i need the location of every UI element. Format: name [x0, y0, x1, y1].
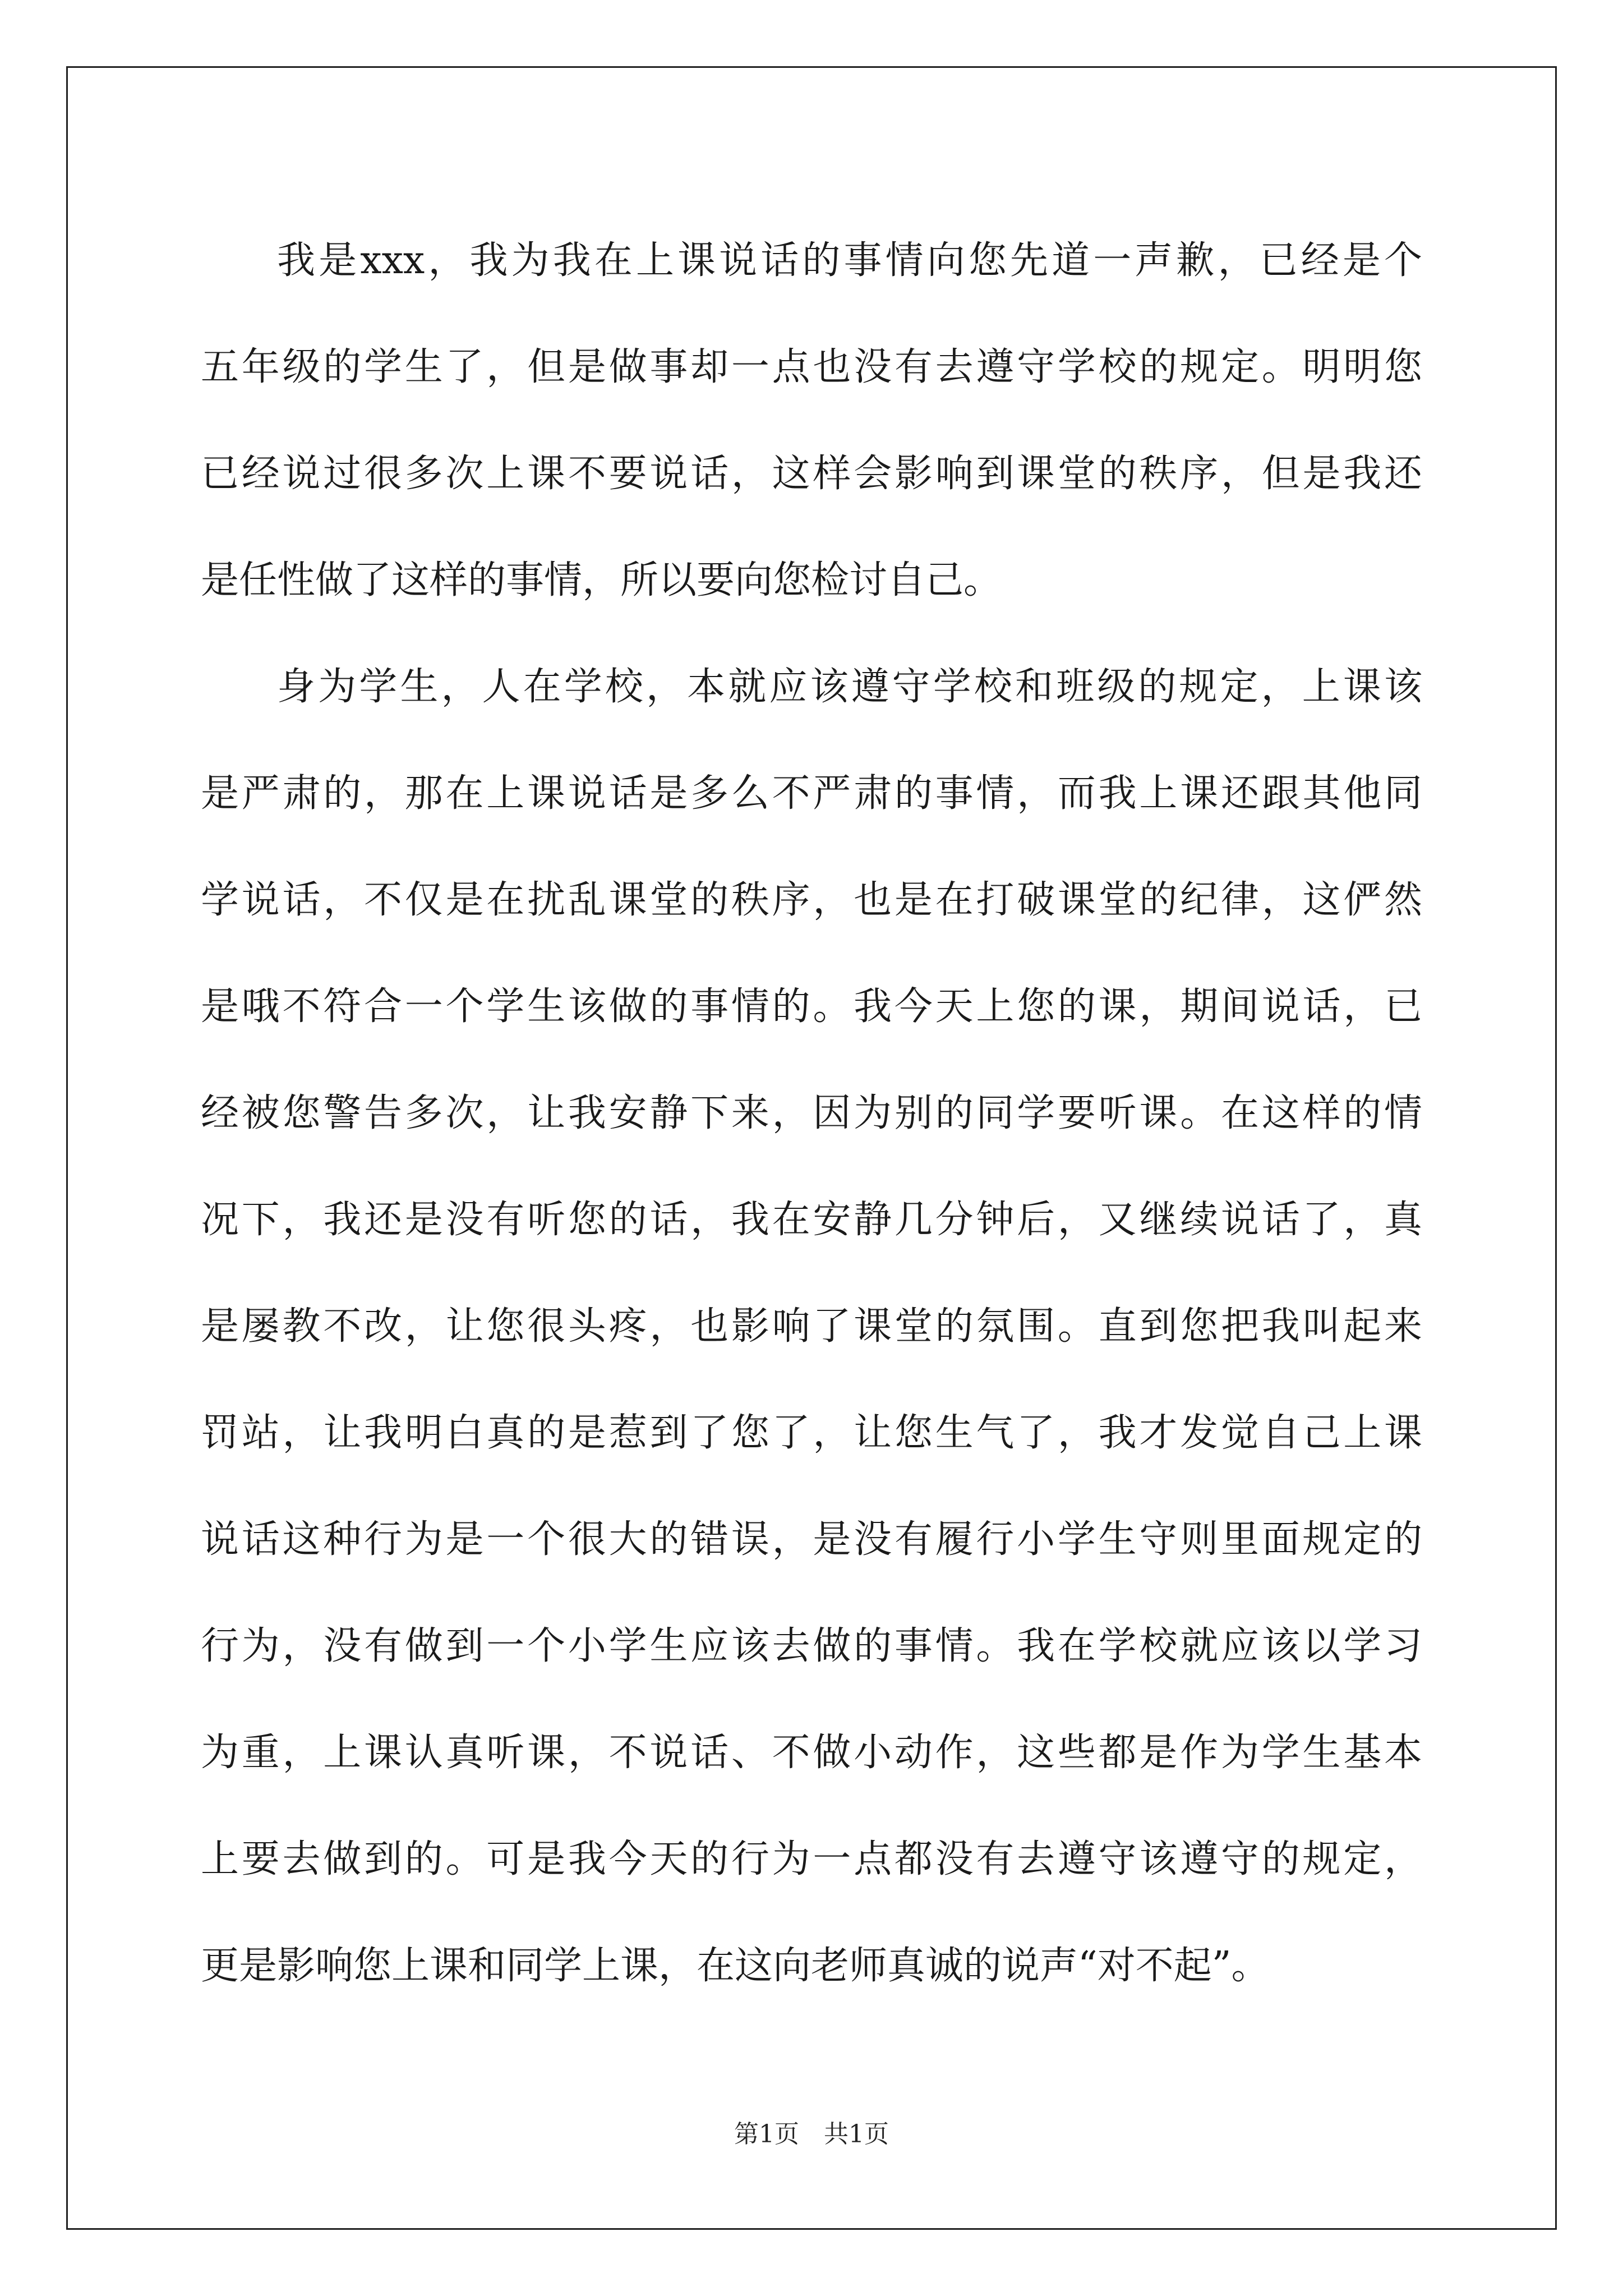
paragraph-2	[201, 634, 1422, 2019]
text-line: 经被您警告多次，让我安静下来，因为别的同学要听课。在这样的情	[201, 1091, 1422, 1135]
text-line: 是哦不符合一个学生该做的事情的。我今天上您的课，期间说话，已	[201, 984, 1422, 1029]
document-body	[201, 208, 1422, 2019]
text-line: 学说话，不仅是在扰乱课堂的秩序，也是在打破课堂的纪律，这俨然	[201, 878, 1422, 922]
text-line: 更是影响您上课和同学上课，在这向老师真诚的说声“对不起”。	[201, 1944, 1270, 1988]
text-line: 说话这种行为是一个很大的错误，是没有履行小学生守则里面规定的	[201, 1517, 1422, 1562]
text-line: 况下，我还是没有听您的话，我在安静几分钟后，又继续说话了，真	[201, 1198, 1422, 1242]
text-line: 罚站，让我明白真的是惹到了您了，让您生气了，我才发觉自己上课	[201, 1411, 1422, 1455]
page-number-total: 共1页	[824, 2120, 889, 2148]
text-line: 为重，上课认真听课，不说话、不做小动作，这些都是作为学生基本	[201, 1731, 1422, 1775]
text-line: 我是xxx，我为我在上课说话的事情向您先道一声歉，已经是个	[277, 238, 1422, 283]
text-line: 五年级的学生了，但是做事却一点也没有去遵守学校的规定。明明您	[201, 345, 1422, 389]
page-footer	[0, 2118, 1623, 2151]
text-line: 上要去做到的。可是我今天的行为一点都没有去遵守该遵守的规定，	[201, 1837, 1422, 1881]
text-line: 已经说过很多次上课不要说话，这样会影响到课堂的秩序，但是我还	[201, 452, 1422, 496]
text-line: 是严肃的，那在上课说话是多么不严肃的事情，而我上课还跟其他同	[201, 771, 1422, 816]
page-number-current: 第1页	[734, 2120, 799, 2148]
text-line: 身为学生，人在学校，本就应该遵守学校和班级的规定，上课该	[277, 665, 1422, 709]
text-line: 行为，没有做到一个小学生应该去做的事情。我在学校就应该以学习	[201, 1624, 1422, 1668]
text-line: 是任性做了这样的事情，所以要向您检讨自己。	[201, 558, 1002, 602]
paragraph-1	[201, 208, 1422, 634]
text-line: 是屡教不改，让您很头疼，也影响了课堂的氛围。直到您把我叫起来	[201, 1304, 1422, 1349]
